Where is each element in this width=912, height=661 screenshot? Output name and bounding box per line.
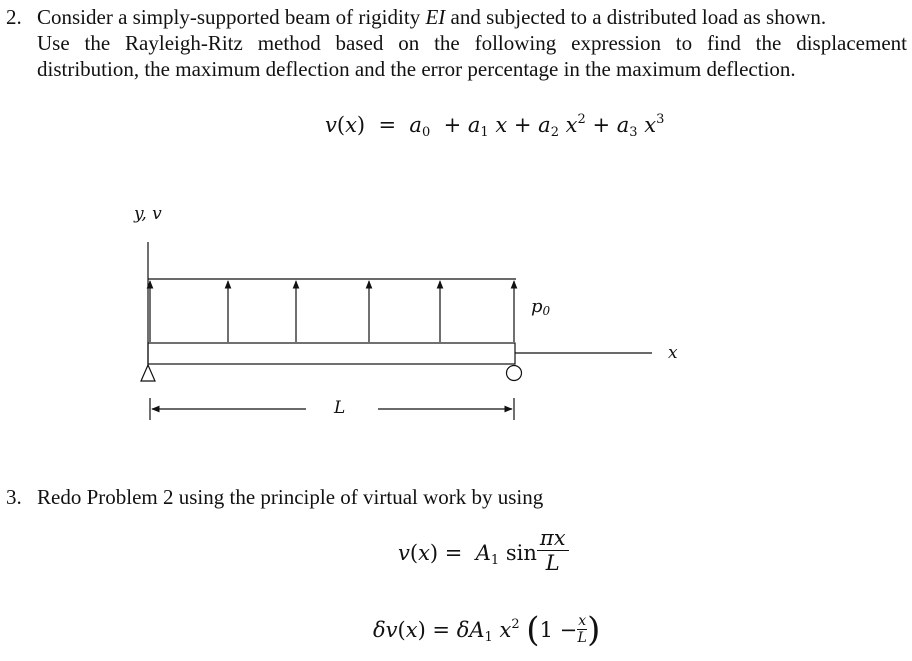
problem-2-number: 2. [6, 5, 22, 29]
equation-ritz-polynomial: $v(x) = a_0 + a_1$ $x + a_2$ $x^2 + a_3$ $x^3$ [325, 112, 665, 140]
span-label: L [334, 398, 346, 418]
problem-2-line-2: Use the Rayleigh-Ritz method based on the following expression to find the displacement [37, 31, 907, 55]
problem-3-text: Redo Problem 2 using the principle of virtual work by using [37, 485, 544, 509]
equation-trial-function: $v(x) = A_1$ sin $\frac{\pi x}{L}$ [398, 530, 569, 579]
load-label: $p_0$ [531, 296, 551, 318]
beam [148, 343, 515, 364]
load-arrows [150, 281, 514, 342]
problem-2-line-1-text: Consider a simply-supported beam of rigidity EI and subjected to a distributed load as shown. [37, 5, 827, 29]
pin-support [141, 365, 155, 381]
axis-label-y: y, v [134, 204, 162, 224]
equation-virtual-displacement: $\delta v(x) = \delta A_1$ $x^2$ (1 − $\frac{x}{L}$ ) [373, 610, 601, 650]
problem-2-line-3: distribution, the maximum deflection and the error percentage in the maximum deflection. [37, 57, 796, 81]
axis-label-x: x [668, 343, 678, 363]
roller-support [507, 366, 522, 381]
problem-3-number: 3. [6, 485, 22, 509]
